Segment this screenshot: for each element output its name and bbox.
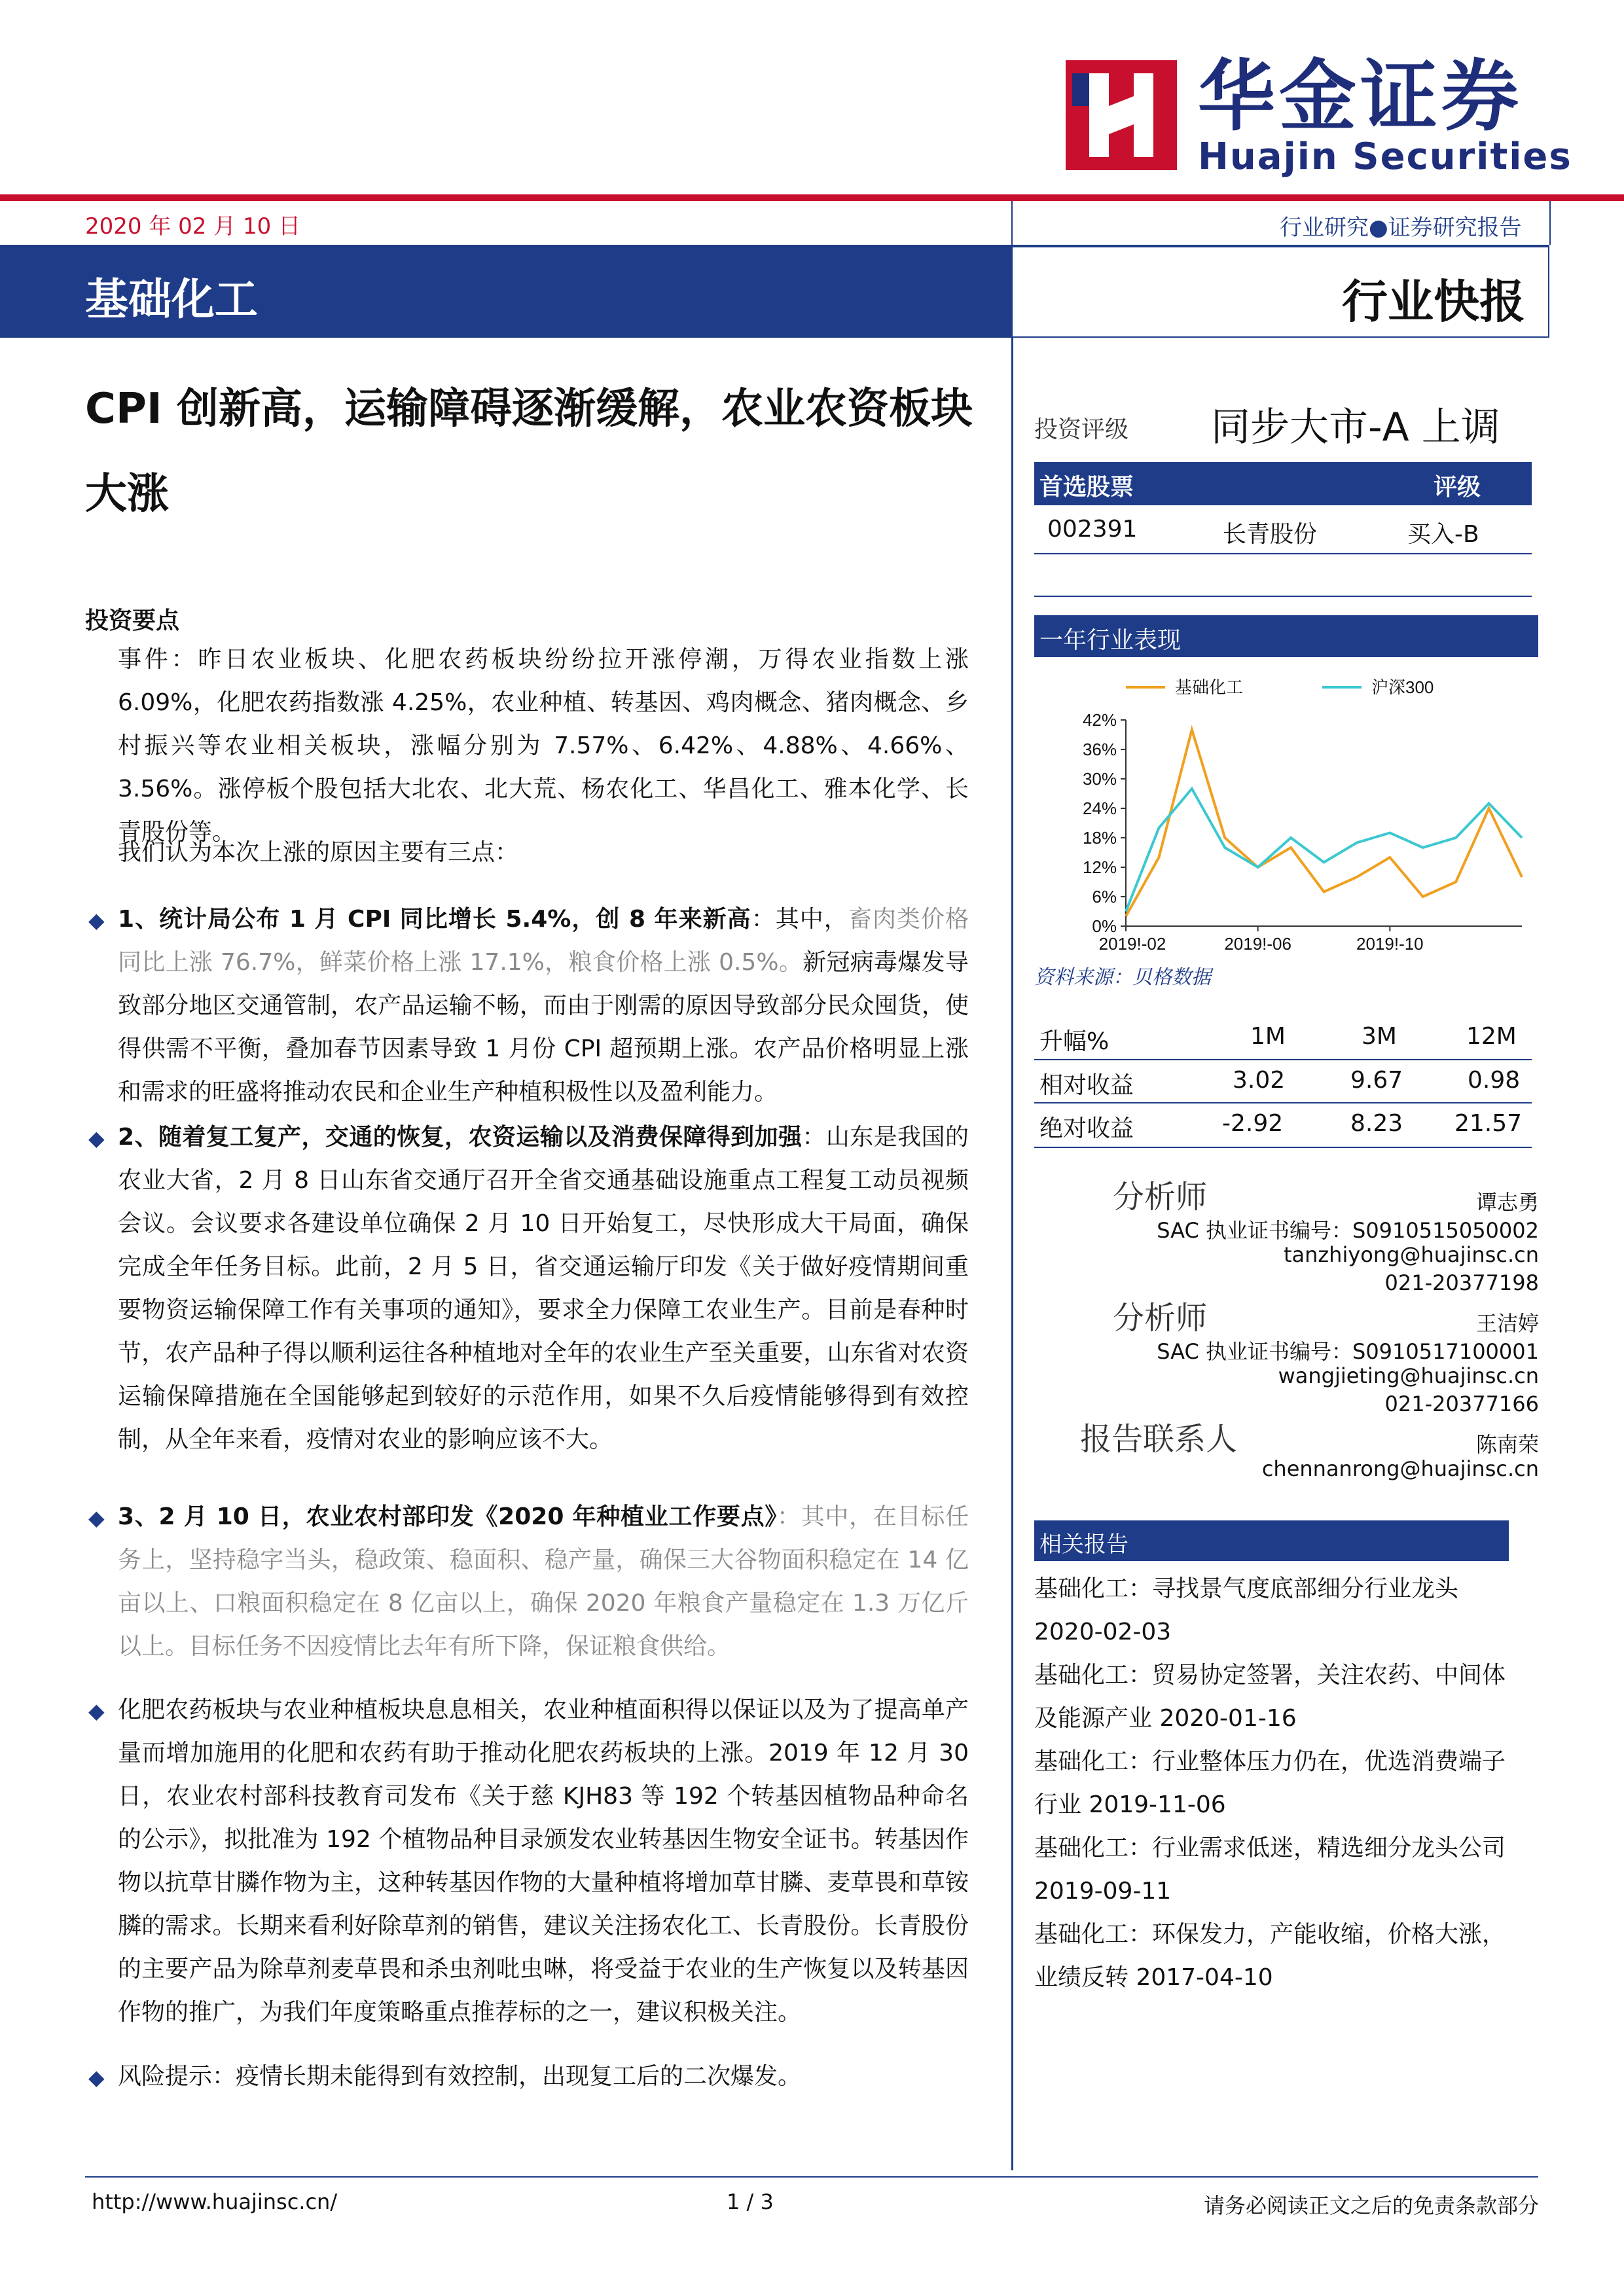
footer-disclaimer: 请务必阅读正文之后的免责条款部分: [1203, 2193, 1539, 2218]
analyst-1-name: 谭志勇: [1475, 1190, 1539, 1215]
contact-name: 陈南荣: [1475, 1432, 1539, 1457]
huajin-logo-icon: [1066, 60, 1177, 170]
performance-chart: [1034, 664, 1538, 952]
reason-2-text: ：山东是我国的农业大省，2 月 8 日山东省交通厅召开全省交通基础设施重点工程复工动员视频会议。会议要求各建设单位确保 2 月 10 日开始复工，尽快形成大干局面，确保完成全年任务目标。此前，2 月 5 日，省交通运输厅印发《关于做好疫情期间重要物资运输保障工作有关事项的通知》，要求全力保障工农业生产。目前是春种时节，农产品种子得以顺利运往各种植地对全年的农业生产至关重要，山东省对农资运输保障措施在全国能够起到较好的示范作用，如果不久后疫情能够得到有效控制，从全年来看，疫情对农业的影响应该不大。: [118, 1124, 969, 1453]
fertilizer-paragraph: 化肥农药板块与农业种植板块息息相关，农业种植面积得以保证以及为了提高单产量而增加施用的化肥和农药有助于推动化肥农药板块的上涨。2019 年 12 月 30 日，农业农村部科技教育司发布《关于慈 KJH83 等 192 个转基因植物品种命名的公示》，拟批准为 192 个植物品种目录颁发农业转基因生物安全证书。转基因作物以抗草甘膦作物为主，这种转基因作物的大量种植将增加草甘膦、麦草畏和草铵膦的需求。长期来看利好除草剂的销售，建议关注扬农化工、长青股份。长青股份的主要产品为除草剂麦草畏和杀虫剂吡虫啉，将受益于农业的生产恢复以及转基因作物的推广，为我们年度策略重点推荐标的之一，建议积极关注。: [118, 1696, 969, 2026]
header-red-rule: [0, 194, 1624, 201]
chart-y-tick-label: 42%: [1082, 710, 1117, 730]
bullet-diamond-icon: ◆: [88, 908, 105, 933]
perf-cell: 8.23: [1350, 1110, 1403, 1137]
stock-name: 长青股份: [1223, 521, 1318, 548]
event-paragraph: 事件：昨日农业板块、化肥农药板块纷纷拉开涨停潮，万得农业指数上涨 6.09%，化肥农药指数涨 4.25%，农业种植、转基因、鸡肉概念、猪肉概念、乡村振兴等农业相关板块，涨幅分别为 7.57%、6.42%、4.88%、4.66%、3.56%。涨停板个股包括大北农、北大荒、杨农化工、华昌化工、雅本化学、长青股份等。: [118, 646, 969, 846]
bullet-diamond-icon: ◆: [88, 1698, 105, 1723]
chart-y-tick-label: 0%: [1092, 916, 1117, 936]
perf-row-divider: [1034, 1102, 1532, 1103]
list-item[interactable]: 基础化工：贸易协定签署，关注农药、中间体及能源产业 2020-01-16: [1034, 1662, 1506, 1732]
chart-y-tick-label: 6%: [1092, 887, 1117, 906]
performance-title: 一年行业表现: [1039, 627, 1182, 654]
report-date: 2020 年 02 月 10 日: [85, 213, 301, 240]
stock-row-divider: [1034, 553, 1532, 554]
list-item[interactable]: 基础化工：环保发力，产能收缩，价格大涨，业绩反转 2017-04-10: [1034, 1921, 1506, 1991]
performance-table-header: [1034, 1018, 1532, 1061]
table-row: [1034, 1062, 1532, 1105]
list-item[interactable]: 基础化工：寻找景气度底部细分行业龙头 2020-02-03: [1034, 1575, 1459, 1645]
perf-cell: 3.02: [1233, 1067, 1286, 1094]
logo-name-en: Huajin Securities: [1198, 135, 1572, 178]
perf-col-label: 升幅%: [1039, 1028, 1110, 1055]
analyst-1-sac: SAC 执业证书编号：S0910515050002: [1157, 1218, 1539, 1243]
chart-x-tick-label: 2019!-10: [1356, 934, 1424, 952]
perf-cell: 21.57: [1454, 1110, 1523, 1137]
industry-title: 基础化工: [85, 274, 258, 325]
reason-2-paragraph: [118, 1116, 969, 1462]
reason-1-text: 新冠病毒爆发导致部分地区交通管制，农产品运输不畅，而由于刚需的原因导致部分民众囤货，使得供需不平衡，叠加春节因素导致 1 月份 CPI 超预期上涨。农产品价格明显上涨和需求的旺盛将推动农民和企业生产种植积极性以及盈利能力。: [118, 949, 969, 1105]
perf-col-1m: 1M: [1250, 1023, 1286, 1050]
chart-y-tick-label: 30%: [1082, 769, 1117, 789]
column-divider: [1011, 338, 1013, 2170]
analyst-2-title: 分析师: [1113, 1300, 1208, 1336]
list-item[interactable]: 基础化工：行业整体压力仍在，优选消费端子行业 2019-11-06: [1034, 1748, 1506, 1818]
perf-cell: 9.67: [1350, 1067, 1403, 1094]
related-title: 相关报告: [1039, 1532, 1128, 1558]
contact-title: 报告联系人: [1080, 1421, 1238, 1458]
contact-email: chennanrong@huajinsc.cn: [1261, 1456, 1539, 1481]
section-divider: [1034, 596, 1532, 597]
chart-legend-label: 沪深300: [1371, 677, 1434, 697]
table-row: [1034, 1105, 1532, 1148]
perf-cell: -2.92: [1222, 1110, 1284, 1137]
logo-name-cn: 华金证券: [1198, 51, 1523, 141]
reason-1-mid: ：其中，: [751, 906, 848, 933]
analyst-2-sac: SAC 执业证书编号：S0910517100001: [1157, 1339, 1539, 1364]
reason-3-text: ：其中，在目标任务上，坚持稳字当头，稳政策、稳面积、稳产量，确保三大谷物面积稳定在 14 亿亩以上、口粮面积稳定在 8 亿亩以上，确保 2020 年粮食产量稳定在 1.3 万亿斤以上。目标任务不因疫情比去年有所下降，保证粮食供给。: [118, 1503, 969, 1660]
risk-paragraph: 风险提示：疫情长期未能得到有效控制，出现复工后的二次爆发。: [118, 2063, 802, 2090]
chart-series-line-1: [1126, 730, 1522, 916]
analyst-2-name: 王洁婷: [1475, 1311, 1539, 1336]
chart-x-tick-label: 2019!-02: [1098, 934, 1166, 952]
perf-row-divider: [1034, 1059, 1532, 1060]
related-list: [1034, 1568, 1519, 2000]
analyst-1-phone: 021-20377198: [1384, 1270, 1539, 1295]
stock-header-rating: 评级: [1434, 474, 1481, 501]
bullet-diamond-icon: ◆: [88, 2065, 105, 2090]
reason-1-heading: 1、统计局公布 1 月 CPI 同比增长 5.4%，创 8 年来新高: [118, 906, 751, 933]
perf-row-label: 绝对收益: [1039, 1115, 1134, 1142]
bullet-diamond-icon: ◆: [88, 1505, 105, 1530]
chart-legend-label: 基础化工: [1175, 677, 1244, 697]
report-type: 行业快报: [1342, 275, 1525, 329]
footer-rule: [85, 2176, 1538, 2178]
page-number: 1 / 3: [727, 2189, 774, 2214]
reason-1-paragraph: [118, 898, 969, 1114]
reason-3-heading: 3、2 月 10 日，农业农村部印发《2020 年种植业工作要点》: [118, 1503, 778, 1530]
footer-url[interactable]: http://www.huajinsc.cn/: [92, 2189, 338, 2214]
bullet-diamond-icon: ◆: [88, 1126, 105, 1151]
stock-rating: 买入-B: [1407, 521, 1479, 548]
report-category: 行业研究●证券研究报告: [1280, 215, 1522, 241]
perf-row-divider: [1034, 1147, 1532, 1148]
report-title: CPI 创新高，运输障碍逐渐缓解，农业农资板块大涨: [85, 385, 973, 518]
stock-code: 002391: [1047, 516, 1138, 543]
section-heading: 投资要点: [85, 607, 180, 634]
rating-label: 投资评级: [1034, 416, 1129, 443]
perf-col-3m: 3M: [1362, 1023, 1397, 1050]
analyst-1-email: tanzhiyong@huajinsc.cn: [1283, 1242, 1539, 1267]
chart-y-tick-label: 12%: [1082, 857, 1117, 877]
chart-y-tick-label: 24%: [1082, 798, 1117, 818]
reasons-intro: 我们认为本次上涨的原因主要有三点：: [118, 839, 519, 866]
analyst-2-phone: 021-20377166: [1384, 1391, 1539, 1416]
perf-cell: 0.98: [1468, 1067, 1521, 1094]
performance-chart-svg: [1034, 664, 1538, 952]
chart-y-tick-label: 36%: [1082, 740, 1117, 759]
analyst-2-email: wangjieting@huajinsc.cn: [1278, 1363, 1539, 1388]
chart-source: 资料来源：贝格数据: [1034, 966, 1211, 989]
perf-row-label: 相对收益: [1039, 1072, 1134, 1099]
rating-value: 同步大市-A 上调: [1211, 404, 1500, 450]
stock-header-pick: 首选股票: [1039, 474, 1134, 501]
chart-x-tick-label: 2019!-06: [1224, 934, 1291, 952]
reason-1-stats: 畜肉类价格同比上涨 76.7%，鲜菜价格上涨 17.1%，粮食价格上涨 0.5%。: [118, 906, 969, 976]
reason-3-paragraph: [118, 1496, 969, 1668]
chart-y-tick-label: 18%: [1082, 828, 1117, 848]
analyst-1-title: 分析师: [1113, 1179, 1208, 1215]
list-item[interactable]: 基础化工：行业需求低迷，精选细分龙头公司 2019-09-11: [1034, 1835, 1506, 1905]
perf-col-12m: 12M: [1466, 1023, 1517, 1050]
reason-2-heading: 2、随着复工复产，交通的恢复，农资运输以及消费保障得到加强: [118, 1124, 803, 1151]
